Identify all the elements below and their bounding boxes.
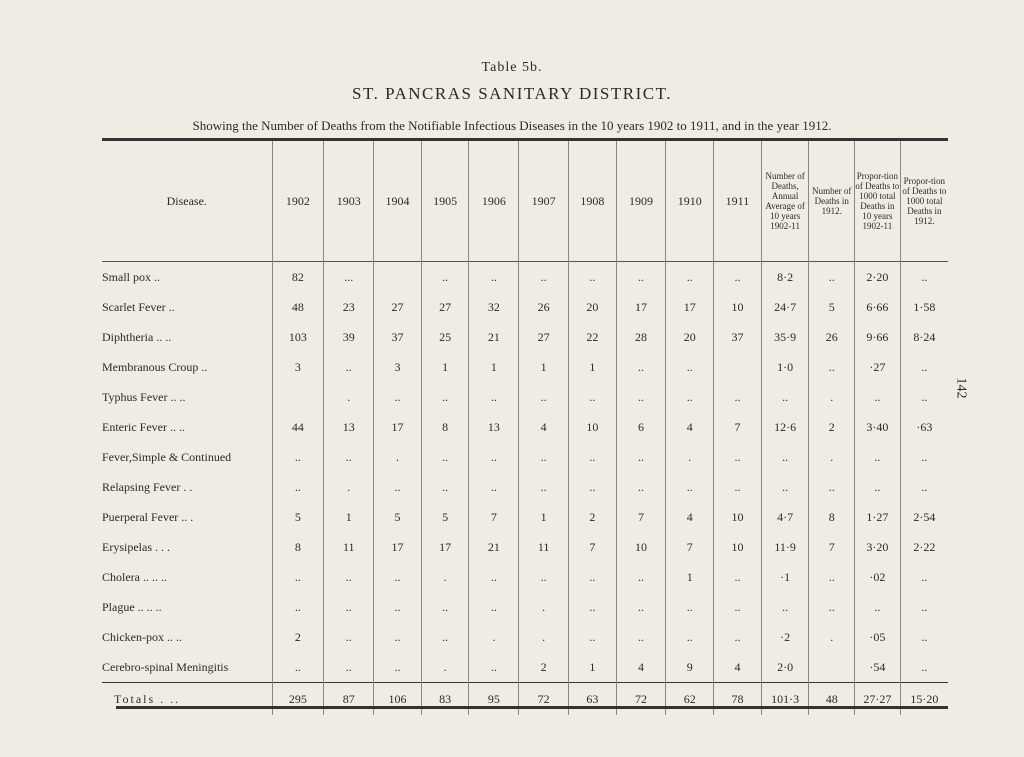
table-cell: 27 (374, 292, 422, 322)
bottom-rule (116, 706, 948, 709)
table-cell: .. (469, 382, 519, 412)
table-cell: .. (761, 592, 809, 622)
disease-name-cell: Cerebro-spinal Meningitis (102, 659, 229, 674)
table-row (102, 382, 948, 412)
column-header: 1904 (374, 140, 422, 262)
table-cell: ... (324, 262, 374, 293)
table-label: Table 5b. (481, 60, 543, 75)
table-cell: .. (568, 262, 616, 293)
table-cell: .. (900, 442, 948, 472)
table-cell: 26 (519, 292, 569, 322)
totals-cell: 48 (809, 683, 855, 716)
table-cell: .. (421, 382, 469, 412)
table-cell: 17 (666, 292, 714, 322)
table-row (102, 562, 948, 592)
page-number: 142 (953, 377, 969, 399)
table-cell: .. (714, 382, 762, 412)
table-cell: .. (616, 262, 666, 293)
totals-cell: 27·27 (855, 683, 901, 716)
totals-cell: 62 (666, 683, 714, 716)
table-cell: .. (469, 562, 519, 592)
table-cell: .. (469, 592, 519, 622)
table-cell: .. (469, 262, 519, 293)
column-header: 1902 (272, 140, 324, 262)
table-cell: .. (568, 622, 616, 652)
column-header: Propor-tion of Deaths to 1000 total Deaths in 1912. (900, 140, 948, 262)
disease-name-cell: Enteric Fever .. .. (102, 419, 185, 434)
disease-name-cell: Small pox .. (102, 262, 272, 293)
table-cell: .. (272, 472, 324, 502)
table-row (102, 532, 948, 562)
disease-name-cell: Chicken-pox .. .. (102, 629, 182, 644)
disease-name-cell: Membranous Croup .. (102, 359, 208, 374)
table-cell: 37 (714, 322, 762, 352)
deaths-table (102, 138, 948, 715)
table-cell: .. (714, 262, 762, 293)
table-cell: 39 (324, 322, 374, 352)
totals-cell: 87 (324, 683, 374, 716)
column-header: 1905 (421, 140, 469, 262)
table-cell: .. (421, 472, 469, 502)
table-cell: .. (272, 562, 324, 592)
table-cell: 6·66 (855, 292, 901, 322)
table-cell: 24·7 (761, 292, 809, 322)
table-cell: ·02 (855, 562, 901, 592)
table-cell: .. (469, 652, 519, 683)
table-cell: ·54 (855, 652, 901, 683)
table-cell: .. (900, 382, 948, 412)
table-cell: 27 (421, 292, 469, 322)
table-cell: 5 (374, 502, 422, 532)
table-cell: .. (324, 592, 374, 622)
table-cell: .. (809, 562, 855, 592)
table-cell: 2 (568, 502, 616, 532)
table-cell: 2 (519, 652, 569, 683)
table-cell: .. (666, 352, 714, 382)
disease-name-cell: Relapsing Fever . . (102, 479, 193, 494)
table-subtitle: Showing the Number of Deaths from the Notifiable Infectious Diseases in the 10 years 1902 to 1911, and in the year 1912. (192, 118, 832, 133)
table-cell: .. (374, 592, 422, 622)
table-cell: .. (374, 382, 422, 412)
table-cell: .. (666, 472, 714, 502)
table-row (102, 652, 948, 683)
table-cell: 28 (616, 322, 666, 352)
table-cell: .. (469, 472, 519, 502)
table-row (102, 322, 948, 352)
table-cell: .. (809, 262, 855, 293)
table-cell: 8·24 (900, 322, 948, 352)
table-row (102, 472, 948, 502)
table-cell: 17 (421, 532, 469, 562)
table-cell: .. (374, 472, 422, 502)
table-cell: 13 (324, 412, 374, 442)
table-cell: 2 (809, 412, 855, 442)
table-cell: 1 (568, 352, 616, 382)
table-cell: .. (421, 592, 469, 622)
table-row (102, 292, 948, 322)
table-row (102, 352, 948, 382)
table-cell: ·05 (855, 622, 901, 652)
table-cell: .. (324, 652, 374, 683)
table-cell: .. (855, 592, 901, 622)
table-cell: .. (900, 652, 948, 683)
column-header: 1909 (616, 140, 666, 262)
table-cell: .. (809, 592, 855, 622)
table-cell: .. (272, 442, 324, 472)
totals-cell: 83 (421, 683, 469, 716)
table-cell: 21 (469, 532, 519, 562)
table-cell: 9 (666, 652, 714, 683)
table-cell: .. (568, 592, 616, 622)
table-cell: .. (421, 262, 469, 293)
table-cell: 26 (809, 322, 855, 352)
table-cell: ·27 (855, 352, 901, 382)
table-row (102, 412, 948, 442)
table-cell: 4 (714, 652, 762, 683)
table-cell: .. (900, 262, 948, 293)
table-cell: 7 (568, 532, 616, 562)
table-cell: 12·6 (761, 412, 809, 442)
district-title: ST. PANCRAS SANITARY DISTRICT. (352, 84, 672, 103)
table-cell: 27 (519, 322, 569, 352)
table-cell: 11 (519, 532, 569, 562)
disease-name-cell: Typhus Fever .. .. (102, 389, 186, 404)
table-cell: .. (568, 472, 616, 502)
table-cell: 8·2 (761, 262, 809, 293)
disease-name-cell: Scarlet Fever .. (102, 299, 175, 314)
table-cell: 5 (272, 502, 324, 532)
table-cell: .. (324, 352, 374, 382)
table-cell: 10 (616, 532, 666, 562)
column-header: Disease. (166, 193, 207, 208)
table-cell: ·63 (900, 412, 948, 442)
table-cell: .. (666, 262, 714, 293)
table-cell: .. (666, 622, 714, 652)
table-cell: .. (519, 442, 569, 472)
totals-row (102, 683, 948, 716)
table-cell: 1·58 (900, 292, 948, 322)
table-cell: 1 (469, 352, 519, 382)
table-cell: 7 (616, 502, 666, 532)
table-cell: 2 (272, 622, 324, 652)
table-cell: .. (272, 652, 324, 683)
table-cell: 3·40 (855, 412, 901, 442)
table-cell: 1·0 (761, 352, 809, 382)
table-cell: .. (324, 622, 374, 652)
table-cell: 1 (568, 652, 616, 683)
table-cell: .. (616, 622, 666, 652)
table-cell: .. (568, 382, 616, 412)
column-header: 1907 (519, 140, 569, 262)
table-cell: 7 (809, 532, 855, 562)
table-cell: .. (714, 562, 762, 592)
totals-cell: 72 (616, 683, 666, 716)
table-cell: 1 (421, 352, 469, 382)
table-cell: .. (421, 622, 469, 652)
table-cell: 2·54 (900, 502, 948, 532)
table-cell: .. (761, 442, 809, 472)
table-cell: 7 (714, 412, 762, 442)
table-cell: 17 (374, 532, 422, 562)
column-header: 1911 (714, 140, 762, 262)
table-cell: .. (519, 262, 569, 293)
table-cell: .. (374, 652, 422, 683)
table-cell: 8 (421, 412, 469, 442)
table-cell: 25 (421, 322, 469, 352)
table-cell: 22 (568, 322, 616, 352)
disease-name-cell: Plague .. .. .. (102, 599, 162, 614)
column-header: Number of Deaths in 1912. (809, 140, 855, 262)
table-cell: .. (761, 382, 809, 412)
table-cell: 17 (616, 292, 666, 322)
table-cell: .. (900, 622, 948, 652)
table-cell: .. (855, 472, 901, 502)
table-cell: 3·20 (855, 532, 901, 562)
table-cell: .. (616, 442, 666, 472)
disease-name-cell: Fever,Simple & Continued (102, 449, 232, 464)
table-cell: 11·9 (761, 532, 809, 562)
totals-cell: 72 (519, 683, 569, 716)
table-cell: 10 (714, 502, 762, 532)
disease-name-cell: Erysipelas . . . (102, 539, 170, 554)
table-cell: 103 (272, 322, 324, 352)
table-cell: 1 (519, 352, 569, 382)
table-cell (809, 652, 855, 683)
table-cell: 7 (666, 532, 714, 562)
table-cell: 11 (324, 532, 374, 562)
table-cell: .. (900, 472, 948, 502)
table-cell: .. (519, 382, 569, 412)
table-cell: 4 (666, 502, 714, 532)
table-cell: .. (616, 382, 666, 412)
totals-label: Totals . .. (102, 683, 272, 716)
table-cell: . (519, 622, 569, 652)
table-cell: .. (666, 592, 714, 622)
table-cell: 8 (272, 532, 324, 562)
totals-cell: 15·20 (900, 683, 948, 716)
disease-name-cell: Cholera .. .. .. (102, 569, 167, 584)
table-cell: . (809, 382, 855, 412)
table-cell: 1 (519, 502, 569, 532)
table-cell: 3 (272, 352, 324, 382)
totals-cell: 95 (469, 683, 519, 716)
table-cell: .. (374, 562, 422, 592)
table-cell: . (324, 382, 374, 412)
column-header: 1910 (666, 140, 714, 262)
table-cell: .. (855, 382, 901, 412)
table-cell: 4·7 (761, 502, 809, 532)
table-cell: .. (809, 352, 855, 382)
table-cell: .. (714, 592, 762, 622)
table-cell: .. (421, 442, 469, 472)
table-cell: 10 (568, 412, 616, 442)
table-cell: .. (855, 442, 901, 472)
table-cell: 32 (469, 292, 519, 322)
table-cell: .. (324, 442, 374, 472)
table-cell: .. (714, 442, 762, 472)
table-cell: .. (519, 472, 569, 502)
table-row (102, 262, 948, 293)
table-cell: . (469, 622, 519, 652)
table-cell: 21 (469, 322, 519, 352)
table-cell: .. (324, 562, 374, 592)
table-cell: .. (469, 442, 519, 472)
table-cell: . (324, 472, 374, 502)
table-cell: .. (616, 352, 666, 382)
table-cell: . (809, 622, 855, 652)
table-cell: 23 (324, 292, 374, 322)
table-cell: 44 (272, 412, 324, 442)
table-cell (714, 352, 762, 382)
table-cell: 2·22 (900, 532, 948, 562)
table-cell: 37 (374, 322, 422, 352)
column-header: 1903 (324, 140, 374, 262)
table-cell: 7 (469, 502, 519, 532)
table-cell: . (374, 442, 422, 472)
column-header: 1908 (568, 140, 616, 262)
table-cell: 1 (666, 562, 714, 592)
table-cell: . (421, 562, 469, 592)
table-cell: 82 (272, 262, 324, 293)
table-cell: . (421, 652, 469, 683)
table-cell: .. (374, 622, 422, 652)
table-cell: 35·9 (761, 322, 809, 352)
table-cell: 1·27 (855, 502, 901, 532)
table-cell: .. (616, 472, 666, 502)
table-cell: 4 (519, 412, 569, 442)
table-cell: 17 (374, 412, 422, 442)
table-cell: 3 (374, 352, 422, 382)
table-cell: .. (519, 562, 569, 592)
table-cell (374, 262, 422, 293)
table-cell: .. (272, 592, 324, 622)
table-cell: .. (714, 472, 762, 502)
table-cell: . (809, 442, 855, 472)
table-cell: 2·20 (855, 262, 901, 293)
table-cell: .. (900, 562, 948, 592)
table-cell: 2·0 (761, 652, 809, 683)
table-cell: 4 (616, 652, 666, 683)
table-cell: .. (761, 472, 809, 502)
table-cell: 48 (272, 292, 324, 322)
table-cell: 10 (714, 532, 762, 562)
table-cell: .. (900, 352, 948, 382)
table-cell: 8 (809, 502, 855, 532)
table-cell: 20 (666, 322, 714, 352)
table-cell: 9·66 (855, 322, 901, 352)
table-row (102, 502, 948, 532)
header-row (102, 140, 948, 262)
table-row (102, 442, 948, 472)
table-cell: .. (616, 592, 666, 622)
disease-name-cell: Diphtheria .. .. (102, 329, 172, 344)
table-cell: .. (568, 562, 616, 592)
totals-cell: 78 (714, 683, 762, 716)
table-cell: . (519, 592, 569, 622)
table-cell: 5 (421, 502, 469, 532)
table-cell: .. (809, 472, 855, 502)
table-cell: . (666, 442, 714, 472)
table-cell: .. (568, 442, 616, 472)
table-row (102, 622, 948, 652)
table-cell: 5 (809, 292, 855, 322)
table-cell: .. (900, 592, 948, 622)
table-cell: .. (666, 382, 714, 412)
table-cell: 6 (616, 412, 666, 442)
table-cell: .. (714, 622, 762, 652)
totals-cell: 106 (374, 683, 422, 716)
table-cell: 10 (714, 292, 762, 322)
column-header: Propor-tion of Deaths to 1000 total Deaths in 10 years 1902-11 (855, 140, 901, 262)
table-cell: ·1 (761, 562, 809, 592)
column-header: Number of Deaths, Annual Average of 10 years 1902-11 (761, 140, 809, 262)
table-cell: ·2 (761, 622, 809, 652)
totals-cell: 63 (568, 683, 616, 716)
table-row (102, 592, 948, 622)
disease-name-cell: Puerperal Fever .. . (102, 509, 194, 524)
table-cell (272, 382, 324, 412)
table-cell: 13 (469, 412, 519, 442)
table-cell: .. (616, 562, 666, 592)
column-header: 1906 (469, 140, 519, 262)
totals-cell: 101·3 (761, 683, 809, 716)
table-cell: 20 (568, 292, 616, 322)
table-cell: 4 (666, 412, 714, 442)
table-cell: 1 (324, 502, 374, 532)
totals-cell: 295 (272, 683, 324, 716)
